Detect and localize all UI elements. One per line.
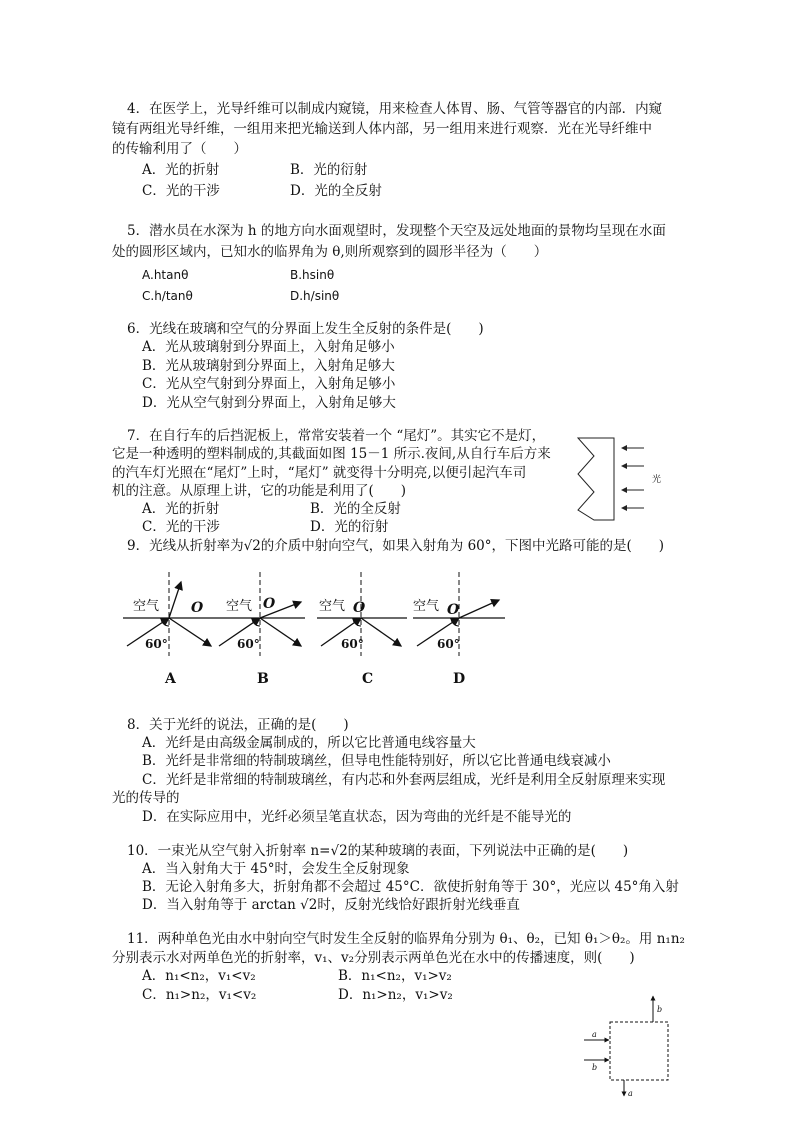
question-6-option-c[interactable]: C．光从空气射到分界面上，入射角足够小 <box>142 376 396 392</box>
question-4-option-b[interactable]: B．光的衍射 <box>290 162 368 178</box>
question-4-option-a[interactable]: A．光的折射 <box>142 162 220 178</box>
refracted-ray <box>459 600 499 618</box>
diagram-b[interactable] <box>215 572 305 687</box>
question-11-stem-line-1: 11．两种单色光由水中射向空气时发生全反射的临界角分别为 θ₁、θ₂，已知 θ₁＞θ₂。用 n₁n₂ <box>127 931 685 947</box>
diagram-d[interactable] <box>413 572 505 687</box>
question-4-option-d[interactable]: D．光的全反射 <box>290 183 382 199</box>
diagram-label-c: C <box>362 671 374 687</box>
question-11-option-c[interactable]: C．n₁>n₂，v₁<v₂ <box>142 987 257 1003</box>
air-label: 空气 <box>413 599 440 614</box>
reflected-ray <box>361 618 401 646</box>
air-label: 空气 <box>319 599 346 614</box>
angle-label: 60° <box>237 637 260 651</box>
question-10-option-a[interactable]: A．当入射角大于 45°时，会发生全反射现象 <box>142 861 410 877</box>
angle-label: 60° <box>145 637 168 651</box>
question-4-stem-line-3: 的传输利用了（ ） <box>112 141 247 157</box>
angle-label: 60° <box>437 637 460 651</box>
question-5-stem-line-2: 处的圆形区域内，已知水的临界角为 θ,则所观察到的圆形半径为（ ） <box>112 244 548 260</box>
question-10-stem: 10．一束光从空气射入折射率 n=√2的某种玻璃的表面，下列说法中正确的是( ) <box>127 843 629 859</box>
question-10-option-b[interactable]: B．无论入射角多大，折射角都不会超过 45°C．欲使折射角等于 30°，光应以 45°角入射 <box>142 879 679 895</box>
question-8-option-d[interactable]: D．在实际应用中，光纤必须呈笔直状态，因为弯曲的光纤是不能导光的 <box>142 809 572 825</box>
ray-label-a-out: a <box>628 1089 633 1098</box>
origin-label: O <box>191 600 204 616</box>
tail-light-cross-section <box>578 438 614 520</box>
question-4-stem-line-2: 镜有两组光导纤维，一组用来把光输送到人体内部，另一组用来进行观察．光在光导纤维中 <box>112 121 652 137</box>
reflected-ray <box>169 618 211 646</box>
diagram-label-d: D <box>453 671 466 687</box>
square-prism-figure <box>578 992 676 1100</box>
question-7-stem-line-4: 机的注意。从原理上讲，它的功能是利用了( ) <box>112 483 407 499</box>
question-6-option-a[interactable]: A．光从玻璃射到分界面上，入射角足够小 <box>142 339 395 355</box>
ray-label-b-out: b <box>657 1005 663 1014</box>
question-7-option-b[interactable]: B．光的全反射 <box>310 501 401 517</box>
question-5-option-d[interactable]: D.h/sinθ <box>290 289 340 303</box>
origin-label: O <box>447 602 460 618</box>
question-11-option-a[interactable]: A．n₁<n₂，v₁<v₂ <box>142 968 256 984</box>
reflected-ray <box>260 618 301 646</box>
question-11-option-d[interactable]: D．n₁>n₂，v₁>v₂ <box>338 987 453 1003</box>
question-5-option-a[interactable]: A.htanθ <box>142 268 189 282</box>
question-6-option-b[interactable]: B．光从玻璃射到分界面上，入射角足够大 <box>142 358 395 374</box>
air-label: 空气 <box>226 599 253 614</box>
question-6-stem: 6．光线在玻璃和空气的分界面上发生全反射的条件是( ) <box>127 321 484 337</box>
question-5-stem-line-1: 5．潜水员在水深为 h 的地方向水面观望时，发现整个天空及远处地面的景物均呈现在水面 <box>127 223 666 239</box>
question-4-stem-line-1: 4．在医学上，光导纤维可以制成内窥镜，用来检查人体胃、肠、气管等器官的内部．内窥 <box>127 101 663 117</box>
refracted-ray <box>169 582 181 618</box>
question-7-stem-line-2: 它是一种透明的塑料制成的,其截面如图 15－1 所示.夜间,从自行车后方来 <box>112 446 551 462</box>
question-7-stem-line-3: 的汽车灯光照在“尾灯”上时，“尾灯” 就变得十分明亮,以便引起汽车司 <box>112 465 527 481</box>
question-9-stem: 9．光线从折射率为√2的介质中射向空气，如果入射角为 60°，下图中光路可能的是( ) <box>127 538 665 554</box>
origin-label: O <box>353 600 366 616</box>
question-8-option-c-continued: 光的传导的 <box>112 790 180 806</box>
question-8-option-a[interactable]: A．光纤是由高级金属制成的，所以它比普通电线容量大 <box>142 735 476 751</box>
question-7-option-c[interactable]: C．光的干涉 <box>142 519 220 535</box>
question-8-option-c[interactable]: C．光纤是非常细的特制玻璃丝，有内芯和外套两层组成，光纤是利用全反射原理来实现 <box>142 772 666 788</box>
question-7-option-d[interactable]: D．光的衍射 <box>310 519 389 535</box>
ray-label-b: b <box>592 1063 598 1072</box>
diagram-label-a: A <box>165 671 176 687</box>
question-7-option-a[interactable]: A．光的折射 <box>142 501 220 517</box>
question-6-option-d[interactable]: D．光从空气射到分界面上，入射角足够大 <box>142 395 396 411</box>
angle-label: 60° <box>341 637 364 651</box>
diagram-a[interactable] <box>123 572 215 687</box>
question-11-stem-line-2: 分别表示水对两单色光的折射率，v₁、v₂分别表示两单色光在水中的传播速度，则( ) <box>112 950 635 966</box>
question-4-option-c[interactable]: C．光的干涉 <box>142 183 220 199</box>
diagram-label-b: B <box>257 671 269 687</box>
tail-light-figure <box>572 432 672 524</box>
question-5-option-c[interactable]: C.h/tanθ <box>142 289 193 303</box>
diagram-c[interactable] <box>317 572 407 687</box>
question-7-stem-line-1: 7．在自行车的后挡泥板上，常常安装着一个 “尾灯”。其实它不是灯， <box>127 428 546 444</box>
question-5-option-b[interactable]: B.hsinθ <box>290 268 335 282</box>
question-10-option-d[interactable]: D．当入射角等于 arctan √2时，反射光线恰好跟折射光线垂直 <box>142 897 520 913</box>
ray-label-a: a <box>592 1030 597 1039</box>
refraction-diagrams <box>115 568 515 693</box>
light-label: 光 <box>652 475 662 485</box>
air-label: 空气 <box>133 599 160 614</box>
prism-outline <box>610 1022 668 1080</box>
question-8-stem: 8．关于光纤的说法，正确的是( ) <box>127 717 349 733</box>
question-8-option-b[interactable]: B．光纤是非常细的特制玻璃丝，但导电性能特别好，所以它比普通电线衰减小 <box>142 753 611 769</box>
question-11-option-b[interactable]: B．n₁<n₂，v₁>v₂ <box>338 968 452 984</box>
origin-label: O <box>263 596 276 612</box>
